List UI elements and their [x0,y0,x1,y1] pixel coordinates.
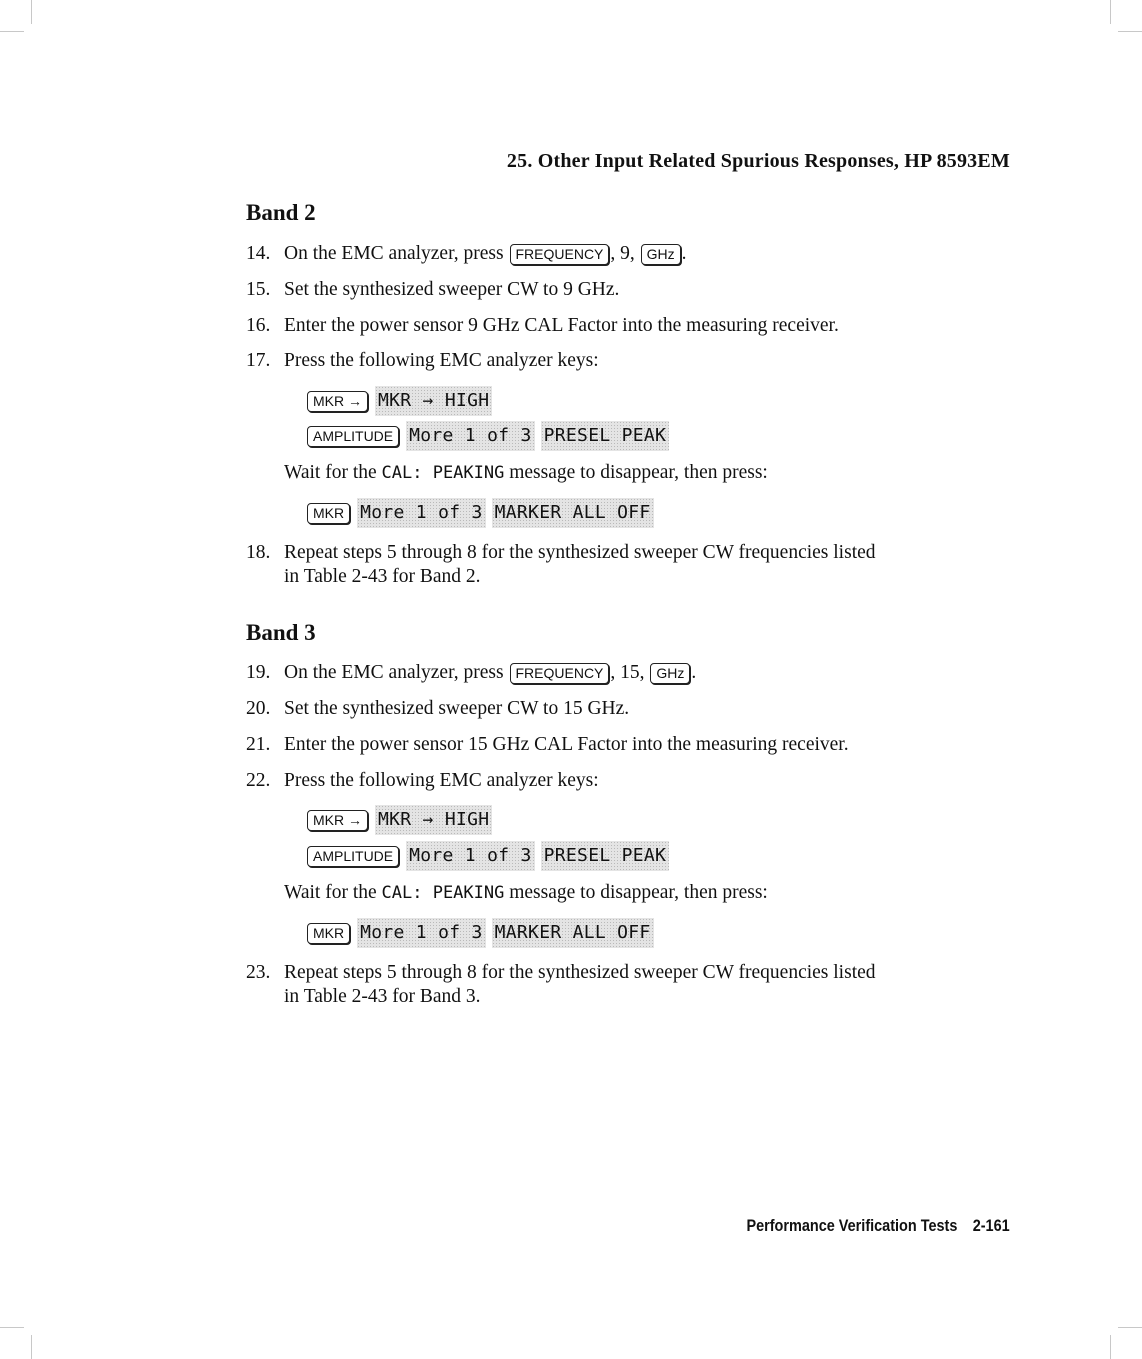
step-22 [246,769,599,793]
step-14 [246,242,687,266]
step-15 [246,278,619,302]
step-21 [246,733,849,757]
step-number: 18. [246,542,271,563]
step-number: 21. [246,734,271,755]
step-text: , 15, [610,662,645,683]
wait-text: Wait for the [284,462,377,483]
key-sequence [306,421,669,451]
marker-all-off-softkey[interactable]: MARKER ALL OFF [492,498,654,528]
running-head: 25. Other Input Related Spurious Responses, HP 8593EM [506,150,1010,172]
screen-message: CAL: PEAKING [381,883,505,903]
step-text: Press the following EMC analyzer keys: [284,350,599,371]
step-20 [246,697,629,721]
key-sequence [306,498,654,528]
step-text: . [681,243,687,264]
mkr-high-softkey[interactable]: MKR → HIGH [375,805,492,835]
more-1-of-3-softkey[interactable]: More 1 of 3 [406,421,535,451]
step-number: 23. [246,962,271,983]
band-2-heading: Band 2 [246,200,316,225]
step-text: , 9, [610,243,635,264]
step-19 [246,661,696,685]
mkr-key[interactable]: MKR [307,503,350,524]
presel-peak-softkey[interactable]: PRESEL PEAK [541,841,670,871]
step-number: 17. [246,350,271,371]
page-footer [747,1216,1010,1236]
crop-mark [0,1327,24,1328]
ghz-key[interactable]: GHz [641,244,681,265]
wait-text: message to disappear, then press: [509,882,768,903]
ghz-key[interactable]: GHz [650,663,690,684]
step-text: Press the following EMC analyzer keys: [284,770,599,791]
step-number: 15. [246,279,271,300]
mkr-arrow-key[interactable]: MKR → [307,391,368,412]
band-3-heading: Band 3 [246,620,316,645]
crop-mark [31,1335,32,1359]
page-number: 2-161 [973,1216,1010,1235]
crop-mark [0,31,24,32]
step-number: 19. [246,662,271,683]
step-18-continued: in Table 2-43 for Band 2. [284,566,481,587]
step-17 [246,349,599,373]
footer-title: Performance Verification Tests [746,1216,958,1235]
step-number: 22. [246,770,271,791]
frequency-key[interactable]: FREQUENCY [510,663,610,684]
crop-mark [1118,31,1142,32]
wait-text: message to disappear, then press: [509,462,768,483]
frequency-key[interactable]: FREQUENCY [510,244,610,265]
key-sequence [306,918,654,948]
crop-mark [1118,1327,1142,1328]
step-number: 14. [246,243,271,264]
mkr-high-softkey[interactable]: MKR → HIGH [375,386,492,416]
crop-mark [1110,0,1111,24]
mkr-key[interactable]: MKR [307,923,350,944]
step-text: Enter the power sensor 9 GHz CAL Factor into the measuring receiver. [284,315,839,336]
key-sequence [306,386,492,416]
wait-instruction [284,881,768,905]
step-text: Enter the power sensor 15 GHz CAL Factor into the measuring receiver. [284,734,849,755]
screen-message: CAL: PEAKING [381,463,505,483]
step-text: . [691,662,697,683]
step-18 [246,541,876,565]
more-1-of-3-softkey[interactable]: More 1 of 3 [406,841,535,871]
step-number: 20. [246,698,271,719]
crop-mark [1110,1335,1111,1359]
step-text: Set the synthesized sweeper CW to 9 GHz. [284,279,620,300]
mkr-arrow-key[interactable]: MKR → [307,810,368,831]
key-sequence [306,841,669,871]
step-16 [246,314,839,338]
step-text: Set the synthesized sweeper CW to 15 GHz. [284,698,630,719]
step-text: Repeat steps 5 through 8 for the synthesized sweeper CW frequencies listed [284,542,876,563]
step-text: Repeat steps 5 through 8 for the synthesized sweeper CW frequencies listed [284,962,876,983]
amplitude-key[interactable]: AMPLITUDE [307,426,399,447]
step-23 [246,961,876,985]
step-text: On the EMC analyzer, press [284,662,504,683]
amplitude-key[interactable]: AMPLITUDE [307,846,399,867]
marker-all-off-softkey[interactable]: MARKER ALL OFF [492,918,654,948]
step-23-continued: in Table 2-43 for Band 3. [284,986,481,1007]
more-1-of-3-softkey[interactable]: More 1 of 3 [357,498,486,528]
step-number: 16. [246,315,271,336]
step-text: On the EMC analyzer, press [284,243,504,264]
crop-mark [31,0,32,24]
presel-peak-softkey[interactable]: PRESEL PEAK [541,421,670,451]
wait-text: Wait for the [284,882,377,903]
key-sequence [306,805,492,835]
more-1-of-3-softkey[interactable]: More 1 of 3 [357,918,486,948]
wait-instruction [284,461,768,485]
